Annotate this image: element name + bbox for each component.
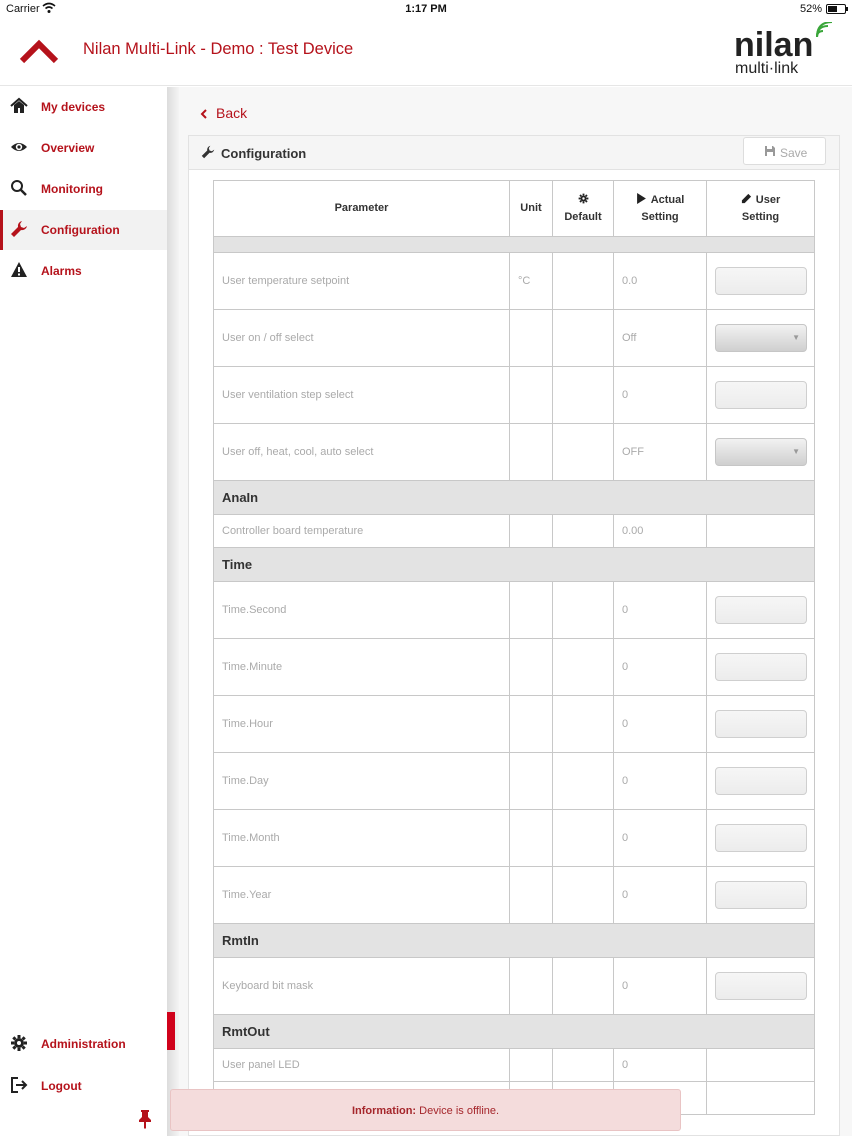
param-actual: Off	[614, 310, 707, 367]
table-row	[214, 867, 815, 924]
param-unit	[510, 582, 553, 639]
param-actual: OFF	[614, 424, 707, 481]
logo-sub: multi·link	[735, 60, 799, 77]
pin-icon[interactable]	[137, 1109, 153, 1129]
section-header-time	[214, 548, 815, 582]
col-actual-line2: Setting	[641, 210, 679, 223]
param-default	[553, 753, 614, 810]
section-header-rmtout	[214, 1015, 815, 1049]
section-spacer	[214, 237, 815, 253]
carrier-label: Carrier	[6, 3, 40, 15]
user-setting-input[interactable]	[715, 824, 807, 852]
param-unit	[510, 1049, 553, 1082]
param-name: Time.Second	[214, 582, 510, 639]
table-row	[214, 639, 815, 696]
param-default	[553, 515, 614, 548]
user-setting-input[interactable]	[715, 972, 807, 1000]
back-link[interactable]	[200, 105, 247, 121]
table-row	[214, 253, 815, 310]
param-name: Time.Year	[214, 867, 510, 924]
user-setting-input[interactable]	[715, 653, 807, 681]
param-default	[553, 867, 614, 924]
param-user	[707, 810, 815, 867]
page-title: Nilan Multi-Link - Demo : Test Device	[83, 40, 354, 58]
param-unit	[510, 310, 553, 367]
param-name: Keyboard bit mask	[214, 958, 510, 1015]
param-actual: 0	[614, 367, 707, 424]
param-user	[707, 582, 815, 639]
table-row	[214, 753, 815, 810]
table-row	[214, 515, 815, 548]
sidebar-item-my-devices[interactable]	[0, 87, 167, 127]
param-actual: 0	[614, 867, 707, 924]
toast-label: Information:	[351, 1105, 417, 1117]
chevron-left-icon	[200, 109, 208, 119]
param-user	[707, 639, 815, 696]
caret-down-icon: ▼	[792, 333, 800, 342]
param-user	[707, 696, 815, 753]
user-setting-input[interactable]	[715, 710, 807, 738]
logo-word: nilan	[734, 26, 814, 64]
sidebar-item-configuration[interactable]	[0, 210, 167, 250]
param-actual: 0	[614, 582, 707, 639]
sidebar-item-label: Configuration	[41, 223, 120, 237]
sidebar-shadow	[167, 87, 179, 1136]
param-unit	[510, 367, 553, 424]
param-user	[707, 515, 815, 548]
col-default-label: Default	[564, 210, 602, 223]
param-name: User ventilation step select	[214, 367, 510, 424]
caret-down-icon: ▼	[792, 447, 800, 456]
user-setting-input[interactable]	[715, 267, 807, 295]
param-default	[553, 310, 614, 367]
param-unit	[510, 639, 553, 696]
table-row	[214, 310, 815, 367]
param-default	[553, 424, 614, 481]
table-row	[214, 424, 815, 481]
col-user	[707, 181, 815, 237]
gear-icon	[578, 193, 589, 204]
sidebar-item-overview[interactable]	[0, 128, 167, 168]
section-header-rmtin	[214, 924, 815, 958]
param-unit	[510, 810, 553, 867]
wrench-icon	[10, 220, 28, 238]
clock: 1:17 PM	[405, 3, 447, 15]
param-user	[707, 1082, 815, 1115]
battery-icon	[826, 4, 846, 14]
sidebar-item-label: Overview	[41, 141, 95, 155]
sidebar-item-label: Monitoring	[41, 182, 103, 196]
param-default	[553, 253, 614, 310]
param-name: User temperature setpoint	[214, 253, 510, 310]
sidebar-item-monitoring[interactable]	[0, 169, 167, 209]
col-actual-line1: Actual	[650, 193, 685, 206]
save-label: Save	[780, 146, 808, 160]
param-actual: 0	[614, 1049, 707, 1082]
param-name: Time.Hour	[214, 696, 510, 753]
section-title: AnaIn	[214, 481, 815, 515]
col-unit: Unit	[510, 181, 553, 237]
pencil-icon	[741, 193, 752, 204]
panel-title: Configuration	[221, 146, 307, 161]
param-actual: 0	[614, 639, 707, 696]
play-icon	[636, 193, 647, 204]
col-parameter: Parameter	[214, 181, 510, 237]
param-default	[553, 958, 614, 1015]
search-icon	[10, 179, 28, 197]
home-icon	[10, 97, 28, 115]
sidebar-item-label: Alarms	[41, 264, 82, 278]
param-name: User panel LED	[214, 1049, 510, 1082]
sidebar-toggle-tab[interactable]	[167, 1012, 175, 1050]
sidebar-item-label: Logout	[41, 1079, 82, 1093]
param-user	[707, 367, 815, 424]
logout-icon	[10, 1076, 28, 1094]
param-name: Time.Day	[214, 753, 510, 810]
nilan-logo	[732, 22, 832, 82]
param-unit	[510, 867, 553, 924]
param-name: Time.Month	[214, 810, 510, 867]
user-setting-input[interactable]	[715, 381, 807, 409]
user-setting-input[interactable]	[715, 881, 807, 909]
back-label: Back	[216, 105, 248, 121]
param-actual: 0	[614, 810, 707, 867]
param-user	[707, 753, 815, 810]
param-user	[707, 1049, 815, 1082]
toast-message: Device is offline.	[419, 1105, 500, 1117]
table-row	[214, 696, 815, 753]
param-unit	[510, 696, 553, 753]
param-actual: 0	[614, 696, 707, 753]
table-header-row	[214, 181, 815, 237]
sidebar	[0, 87, 167, 1136]
param-default	[553, 696, 614, 753]
param-unit	[510, 515, 553, 548]
table-row	[214, 582, 815, 639]
table-row	[214, 367, 815, 424]
user-setting-input[interactable]	[715, 596, 807, 624]
param-user	[707, 253, 815, 310]
status-bar	[0, 0, 852, 18]
param-default	[553, 639, 614, 696]
param-actual: 0.00	[614, 515, 707, 548]
chevron-up-icon[interactable]	[18, 36, 60, 66]
battery-percent: 52%	[799, 3, 822, 15]
sidebar-item-label: My devices	[41, 100, 106, 114]
param-user	[707, 424, 815, 481]
section-header-anain	[214, 481, 815, 515]
section-title: RmtOut	[214, 1015, 815, 1049]
param-unit	[510, 753, 553, 810]
param-default	[553, 810, 614, 867]
col-actual	[614, 181, 707, 237]
signal-icon	[814, 22, 832, 40]
table-row	[214, 1049, 815, 1082]
col-default	[553, 181, 614, 237]
wrench-icon	[201, 145, 215, 159]
col-user-line2: Setting	[741, 210, 780, 223]
save-button[interactable]	[743, 137, 826, 165]
section-title: Time	[214, 548, 815, 582]
col-user-line1: User	[755, 193, 781, 206]
user-setting-select[interactable]	[715, 324, 807, 352]
user-setting-select[interactable]	[715, 438, 807, 466]
param-user	[707, 310, 815, 367]
param-unit	[510, 958, 553, 1015]
eye-icon	[10, 138, 28, 156]
param-actual: 0	[614, 958, 707, 1015]
app-header	[0, 18, 852, 86]
sidebar-item-logout[interactable]	[0, 1066, 167, 1106]
section-title: RmtIn	[214, 924, 815, 958]
param-actual: 0	[614, 753, 707, 810]
sidebar-item-alarms[interactable]	[0, 251, 167, 291]
table-row	[214, 958, 815, 1015]
param-actual: 0.0	[614, 253, 707, 310]
param-user	[707, 958, 815, 1015]
param-default	[553, 582, 614, 639]
param-default	[553, 1049, 614, 1082]
param-name: User off, heat, cool, auto select	[214, 424, 510, 481]
param-name: Controller board temperature	[214, 515, 510, 548]
param-user	[707, 867, 815, 924]
table-row	[214, 810, 815, 867]
param-unit	[510, 424, 553, 481]
sidebar-item-administration[interactable]	[0, 1024, 167, 1064]
param-name: User on / off select	[214, 310, 510, 367]
config-table	[213, 180, 815, 1115]
gear-icon	[10, 1034, 28, 1052]
param-default	[553, 367, 614, 424]
save-icon	[764, 145, 776, 157]
param-unit: °C	[510, 253, 553, 310]
sidebar-item-label: Administration	[41, 1037, 126, 1051]
param-name: Time.Minute	[214, 639, 510, 696]
offline-toast	[170, 1089, 681, 1131]
warning-icon	[10, 261, 28, 279]
user-setting-input[interactable]	[715, 767, 807, 795]
